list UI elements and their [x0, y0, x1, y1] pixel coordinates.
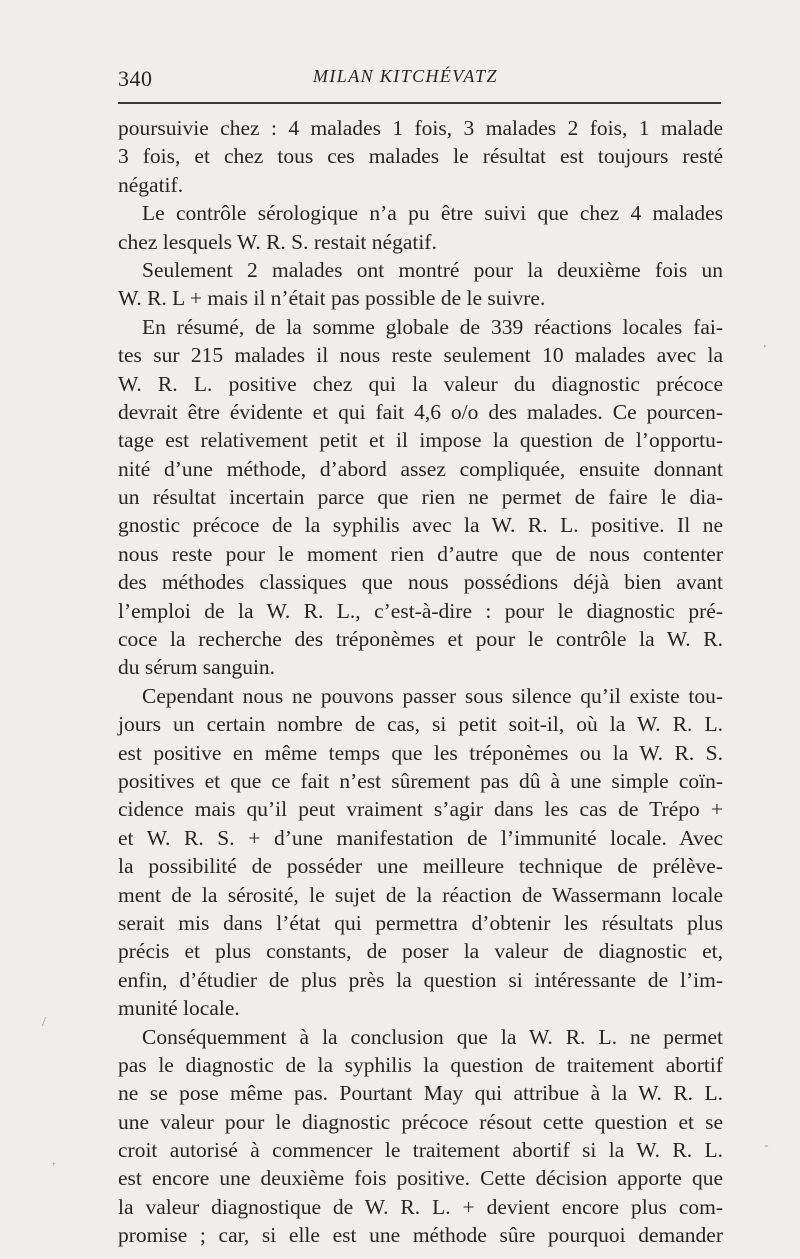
text-line: munité locale. [118, 996, 240, 1021]
print-speck: . [763, 336, 767, 351]
body-text [118, 114, 723, 1250]
text-line: est encore une deuxième fois positive. Cette décision apporte que [118, 1166, 723, 1191]
text-line: précis et plus constants, de poser la valeur de diagnostic et, [118, 939, 723, 964]
text-line: un résultat incertain parce que rien ne permet de faire le dia- [118, 485, 723, 510]
text-line: pas le diagnostic de la syphilis la question de traitement abortif [118, 1052, 723, 1077]
text-line: des méthodes classiques que nous possédions déjà bien avant [118, 570, 723, 595]
text-line: En résumé, de la somme globale de 339 réactions locales fai- [142, 314, 723, 339]
text-line: jours un certain nombre de cas, si petit soit-il, où la W. R. L. [118, 712, 723, 737]
text-line: et W. R. S. + d’une manifestation de l’immunité locale. Avec [118, 825, 723, 850]
print-speck: / [42, 1015, 46, 1030]
text-line: positives et que ce fait n’est sûrement pas dû à une simple coïn- [118, 768, 723, 793]
header-rule [118, 102, 721, 104]
text-line: devrait être évidente et qui fait 4,6 o/o des malades. Ce pourcen- [118, 399, 723, 424]
text-line: une valeur pour le diagnostic précoce résout cette question et se [118, 1109, 723, 1134]
print-speck: , [52, 1153, 56, 1168]
text-line: du sérum sanguin. [118, 655, 276, 680]
text-line: la valeur diagnostique de W. R. L. + devient encore plus com- [118, 1194, 723, 1219]
text-line: Conséquemment à la conclusion que la W. R. L. ne permet [142, 1024, 723, 1049]
text-line: tes sur 215 malades il nous reste seulement 10 malades avec la [118, 343, 723, 368]
text-line: la possibilité de posséder une meilleure technique de prélève- [118, 854, 723, 879]
text-line: négatif. [118, 172, 184, 197]
text-line: cidence mais qu’il peut vraiment s’agir dans les cas de Trépo + [118, 797, 723, 822]
print-speck: - [764, 1138, 769, 1153]
text-line: Le contrôle sérologique n’a pu être suivi que chez 4 malades [142, 201, 723, 226]
text-line: serait mis dans l’état qui permettra d’obtenir les résultats plus [118, 910, 723, 935]
page-number: 340 [118, 66, 153, 91]
text-line: chez lesquels W. R. S. restait négatif. [118, 229, 437, 254]
text-line: 3 fois, et chez tous ces malades le résultat est toujours resté [118, 144, 723, 169]
running-title: MILAN KITCHÉVATZ [313, 66, 498, 86]
text-line: gnostic précoce de la syphilis avec la W. R. L. positive. Il ne [118, 513, 723, 538]
text-line: W. R. L. positive chez qui la valeur du diagnostic précoce [118, 371, 723, 396]
text-line: W. R. L + mais il n’était pas possible de le suivre. [118, 286, 546, 311]
text-line: ment de la sérosité, le sujet de la réaction de Wassermann locale [118, 882, 723, 907]
page-header [118, 66, 725, 96]
text-line: est positive en même temps que les tréponèmes ou la W. R. S. [118, 740, 723, 765]
text-line: ne se pose même pas. Pourtant May qui attribue à la W. R. L. [118, 1081, 723, 1106]
text-line: tage est relativement petit et il impose la question de l’opportu- [118, 428, 723, 453]
text-line: Seulement 2 malades ont montré pour la deuxième fois un [142, 257, 723, 282]
text-line: enfin, d’étudier de plus près la question si intéressante de l’im- [118, 967, 723, 992]
text-line: coce la recherche des tréponèmes et pour le contrôle la W. R. [118, 627, 723, 652]
text-line: l’emploi de la W. R. L., c’est-à-dire : pour le diagnostic pré- [118, 598, 723, 623]
text-line: poursuivie chez : 4 malades 1 fois, 3 malades 2 fois, 1 malade [118, 116, 723, 140]
text-line: promise ; car, si elle est une méthode sûre pourquoi demander [118, 1223, 723, 1248]
text-line: croit autorisé à commencer le traitement abortif si la W. R. L. [118, 1138, 723, 1163]
text-line: nous reste pour le moment rien d’autre que de nous contenter [118, 541, 723, 566]
text-line: nité d’une méthode, d’abord assez compliquée, ensuite donnant [118, 456, 723, 481]
text-line: Cependant nous ne pouvons passer sous silence qu’il existe tou- [142, 683, 723, 708]
